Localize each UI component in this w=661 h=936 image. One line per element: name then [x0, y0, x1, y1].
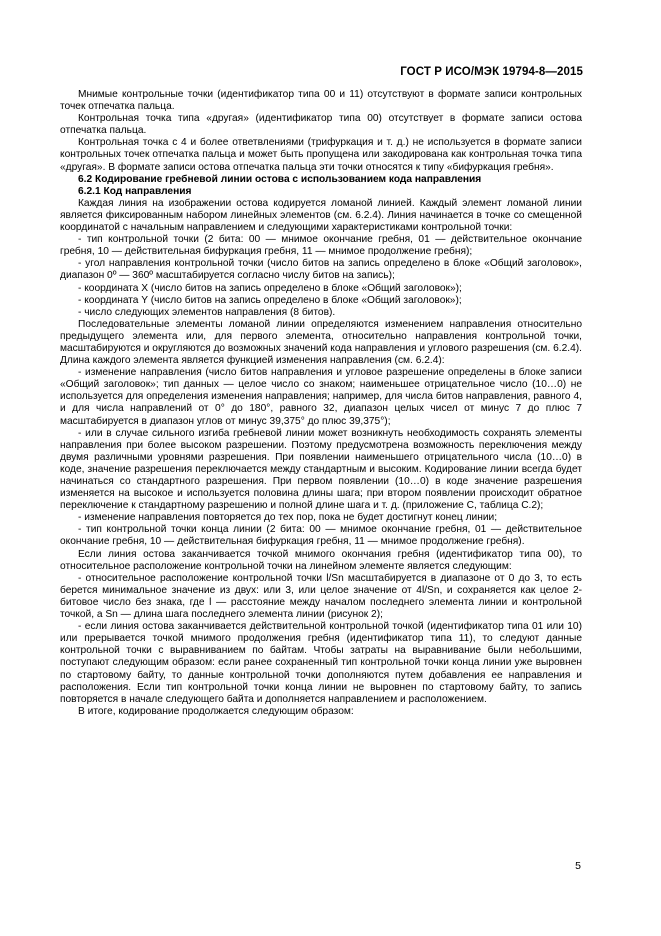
list-item: - изменение направления (число битов направления и угловое разрешение определены в блоке записи «Общий заголовок»; тип данных — целое число со знаком; наименьшее отрицательное число (10…0) не используется для определения изменения направления; например, для числа битов направления, равного 4, и для числа направлений от 0° до 180°, равного 32, диапазон целых чисел от минус 7 до плюс 7 масштабируется в диапазон углов от минус 39,375° до плюс 39,375°);: [60, 367, 582, 427]
paragraph: В итоге, кодирование продолжается следующим образом:: [78, 705, 354, 717]
list-item: - или в случае сильного изгиба гребневой линии может возникнуть необходимость сохранять элементы направления при более высоком разрешении. Поэтому предусмотрена возможность переключения между двумя различными уровнями разрешения. При появлении наименьшего отрицательного числа (10…0) в коде, значение разрешения переключается между стандартным и высоким. Кодирование линии всегда будет начинаться со стандартного разрешения. При первом появлении (10…0) в коде значение разрешения изменяется на высокое и используется половина длины шага; при втором появлении происходит обратное переключение к стандартному разрешению и полной длине шага и т. д. (приложение C, таблица C.2);: [60, 427, 582, 512]
list-item: - координата X (число битов на запись определено в блоке «Общий заголовок»);: [78, 282, 462, 294]
document-body: [60, 89, 582, 718]
list-item: - если линия остова заканчивается действительной контрольной точкой (идентификатор типа 01 или 10) или прерывается точкой мнимого продолжения гребня (идентификатор типа 11), то следуют данные контрольной точки с выравниванием по байтам. Чтобы затраты на выравнивание были небольшими, поступают следующим образом: если ранее сохраненный тип контрольной точки конца линии уже выровнен по стартовому байту, то данные контрольной точки дополняются путем добавления ее направления и расположения. Если тип контрольной точки конца линии не выровнен по стартовому байту, то запись повторяется в начале следующего байта и дополняется направлением и расположением.: [60, 621, 582, 705]
list-item: - тип контрольной точки (2 бита: 00 — мнимое окончание гребня, 01 — действительное окончание гребня, 10 — действительная бифуркация гребня, 11 — мнимое продолжение гребня);: [60, 234, 582, 258]
list-item: - число следующих элементов направления (8 битов).: [78, 306, 336, 318]
list-item: - изменение направления повторяется до тех пор, пока не будет достигнут конец линии;: [78, 512, 498, 524]
list-item: - относительное расположение контрольной точки l/Sn масштабируется в диапазоне от 0 до 3, то есть берется минимальное значение из двух: или 3, или целое значение от 4l/Sn, и сохраняется как целое 2-битовое число без знака, где l — расстояние между началом последнего элемента линии и контрольной точкой, а Sn — длина шага последнего элемента линии (рисунок 2);: [60, 572, 582, 621]
document-header: ГОСТ Р ИСО/МЭК 19794-8—2015: [400, 66, 583, 78]
list-item: - тип контрольной точки конца линии (2 бита: 00 — мнимое окончание гребня, 01 — действительное окончание гребня, 10 — действительная бифуркация гребня, 11 — мнимое продолжение гребня).: [60, 524, 582, 548]
paragraph: Если линия остова заканчивается точкой мнимого окончания гребня (идентификатор типа 00), то относительное расположение контрольной точки на линейном элементе является следующим:: [60, 548, 582, 572]
paragraph: Мнимые контрольные точки (идентификатор типа 00 и 11) отсутствуют в формате записи контрольных точек отпечатка пальца.: [60, 89, 582, 113]
paragraph: Контрольная точка с 4 и более ответвлениями (трифуркация и т. д.) не используется в формате записи контрольных точек отпечатка пальца и может быть пропущена или закодирована как контрольная точка типа «другая». В формате записи остова отпечатка пальца эти точки относятся к типу «бифуркация гребня».: [60, 137, 582, 173]
list-item: - угол направления контрольной точки (число битов на запись определено в блоке «Общий заголовок», диапазон 0º — 360º масштабируется согласно числу битов на запись);: [60, 258, 582, 282]
section-heading: 6.2 Кодирование гребневой линии остова с использованием кода направления: [78, 173, 482, 185]
paragraph: Каждая линия на изображении остова кодируется ломаной линией. Каждый элемент ломаной линии является фиксированным набором линейных элементов (см. 6.2.4). Линия начинается в точке со смещенной координатой с начальным направлением и следующими характеристиками контрольной точки:: [60, 197, 582, 234]
list-item: - координата Y (число битов на запись определено в блоке «Общий заголовок»);: [78, 294, 462, 306]
paragraph: Последовательные элементы ломаной линии определяются изменением направления относительно предыдущего элемента или, для первого элемента, относительно направления контрольной точки, масштабируются и округляются до возможных значений кода направления и углового разрешения (см. 6.2.4). Длина каждого элемента является функцией изменения направления (см. 6.2.4):: [60, 318, 582, 367]
page-number: 5: [575, 860, 581, 872]
subsection-heading: 6.2.1 Код направления: [78, 185, 192, 197]
paragraph: Контрольная точка типа «другая» (идентификатор типа 00) отсутствует в формате записи остова отпечатка пальца.: [60, 113, 582, 137]
